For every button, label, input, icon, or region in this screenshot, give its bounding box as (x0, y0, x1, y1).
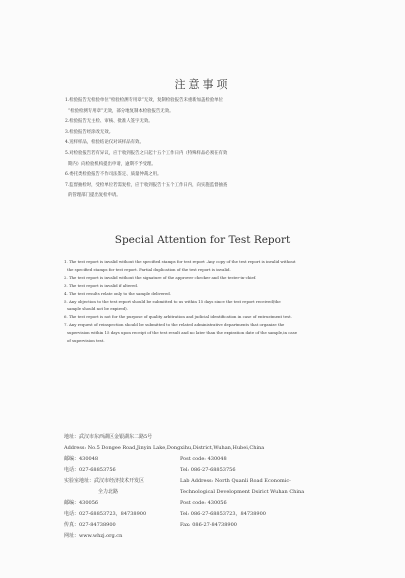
en-item: 1. The test report is invalid without the specified stamps for test report .Any copy of the test report is invalid without (64, 259, 296, 264)
en-item: 4. The test results relate only to the sample delivered. (64, 290, 172, 296)
en-item: the specified stamps for test report. Partial duplication of the test report is invalid. (67, 266, 231, 272)
lab-address-row-2 (64, 487, 384, 498)
cn-item: 2.检验报告无主检、审核、批准人签字无效。 (65, 119, 153, 125)
postcode-row-1 (64, 454, 384, 465)
cn-item: 期内）向检验机构提出申请，逾期不予受理。 (68, 161, 156, 167)
cn-item: 1.检验报告无检验单位“检验检测专用章”无效，复制检验报告未重新加盖检验单位 (65, 98, 223, 103)
cn-item: 6.委托类检验报告不作司法鉴定、质量仲裁之用。 (65, 172, 162, 178)
cn-item: 4.送样样品，检验结论仅对该样品有效。 (65, 140, 144, 146)
cn-item: “检验检测专用章”无效，部分地复制本检验报告无效。 (68, 108, 174, 114)
cn-notice-list (65, 96, 365, 202)
postcode-en: Post code: 430048 (180, 456, 227, 462)
fax-cn: 传真：027-84738900 (64, 522, 116, 528)
tel-en: Tel: 086-27-68853756 (180, 467, 236, 473)
fax-row (64, 520, 384, 531)
tel-en: Tel: 086-27-68853723，84738900 (180, 511, 266, 517)
en-notice-list (64, 258, 364, 345)
en-item: 2. The test report is invalid without the signature of the approver checker and the tester-in-chief. (64, 274, 257, 280)
contact-info (64, 432, 384, 542)
postcode-row-2 (64, 498, 384, 509)
address-en-row (64, 443, 384, 454)
cn-item: 的管理部门提出复检申请。 (68, 193, 121, 199)
website-link[interactable]: 网址：www.whzj.org.cn (64, 533, 123, 539)
en-item: 6. The test report is not for the purpose of quality arbitration and judicial identification in case of entrustment test. (64, 314, 292, 320)
postcode-cn: 邮编：430056 (64, 500, 99, 506)
lab-address-row (64, 476, 384, 487)
lab-address-cn-2: 全力北路 (98, 489, 119, 495)
tel-row-1 (64, 465, 384, 476)
fax-en: Fax: 086-27-84738900 (180, 522, 237, 528)
cn-item: 7.监督抽检时，受检单位若需复检，应于收到报告十五个工作日内，向实施监督抽查 (65, 182, 228, 188)
postcode-cn: 邮编：430048 (64, 456, 99, 462)
en-item: 7. Any request of reinspection should be submitted to the related administrative departments that organize the (64, 322, 285, 328)
cn-item: 3.检验报告经涂改无效。 (65, 129, 114, 135)
en-item: sample should not be expired). (67, 306, 128, 312)
address-cn: 地址：武汉市东西湖区金银湖东二路5号 (64, 434, 153, 440)
en-item: of supervision test. (67, 338, 105, 344)
lab-address-en: Lab Address: North Quanli Road Economic- (180, 478, 291, 484)
lab-address-en-2: Technological Development Dsirict Wuhan China (180, 489, 305, 495)
tel-row-2 (64, 509, 384, 520)
en-item: supervision within 15 days upon receipt of the test result and no later than the expiration date of the sample,in case (67, 330, 298, 336)
tel-cn: 电话：027-68853723，84738900 (64, 511, 147, 517)
address-en: Address: No.5 Dongee Road,Jinyin Lake,Dongxihu,District,Wuhan,Hubei,China (64, 445, 265, 451)
en-item: 5. Any objection to the test report should be submitted to us within 15 days since the test report received(the (64, 298, 281, 304)
lab-address-cn: 实验室地址：武汉市经济技术开发区 (64, 478, 145, 484)
tel-cn: 电话：027-68853756 (64, 467, 116, 473)
cn-item: 5.对检验报告若有异议，应于收到报告之日起十五个工作日内（特殊样品必须在有效 (65, 150, 228, 156)
cn-title: 注意事项 (174, 78, 231, 91)
website-row (64, 531, 384, 542)
en-item: 3. The test report is invalid if altered. (64, 282, 139, 288)
postcode-en: Post code: 430056 (180, 500, 227, 506)
en-title: Special Attention for Test Report (114, 234, 291, 246)
address-cn-row (64, 432, 384, 443)
